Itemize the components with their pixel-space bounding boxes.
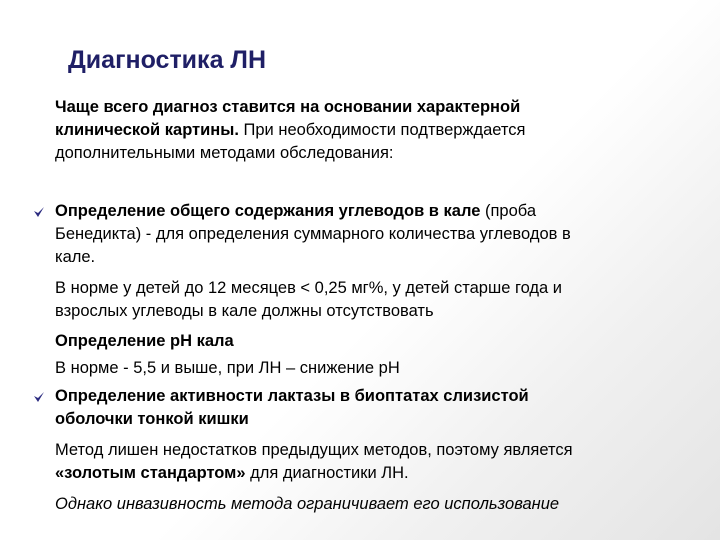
item2-line-4 bbox=[55, 462, 409, 485]
item2-line-5: Однако инвазивность метода ограничивает его использование bbox=[55, 495, 560, 513]
item1-line-3: кале. bbox=[55, 248, 96, 266]
ph-heading: Определение pH кала bbox=[55, 332, 234, 350]
intro-line-2 bbox=[55, 119, 525, 142]
gold-standard-text: «золотым стандартом» bbox=[55, 464, 246, 482]
intro-text: При необходимости подтверждается bbox=[238, 121, 526, 139]
item1-norm-line-1: В норме у детей до 12 месяцев < 0,25 мг%, у детей старше года и bbox=[55, 279, 563, 297]
item2-line-3: Метод лишен недостатков предыдущих методов, поэтому является bbox=[55, 441, 573, 459]
item2-line-2: оболочки тонкой кишки bbox=[55, 410, 249, 428]
item1-line-1 bbox=[55, 200, 536, 223]
checkmark-arrow-icon bbox=[33, 391, 45, 403]
intro-line-1 bbox=[55, 96, 520, 119]
checkmark-arrow-icon bbox=[33, 206, 45, 218]
item1-text: (проба bbox=[480, 202, 537, 220]
ph-norm: В норме - 5,5 и выше, при ЛН – снижение pH bbox=[55, 359, 400, 377]
intro-bold-text: клинической картины. bbox=[55, 121, 239, 139]
item2-text: для диагностики ЛН. bbox=[245, 464, 409, 482]
item1-line-2: Бенедикта) - для определения суммарного количества углеводов в bbox=[55, 225, 571, 243]
item1-heading: Определение общего содержания углеводов в кале bbox=[55, 202, 481, 220]
intro-bold-text: Чаще всего диагноз ставится на основании характерной bbox=[55, 98, 521, 116]
item2-line-1: Определение активности лактазы в биоптатах слизистой bbox=[55, 387, 529, 405]
item1-norm-line-2: взрослых углеводы в кале должны отсутствовать bbox=[55, 302, 434, 320]
intro-line-3: дополнительными методами обследования: bbox=[55, 144, 394, 162]
slide-title: Диагностика ЛН bbox=[68, 46, 267, 74]
